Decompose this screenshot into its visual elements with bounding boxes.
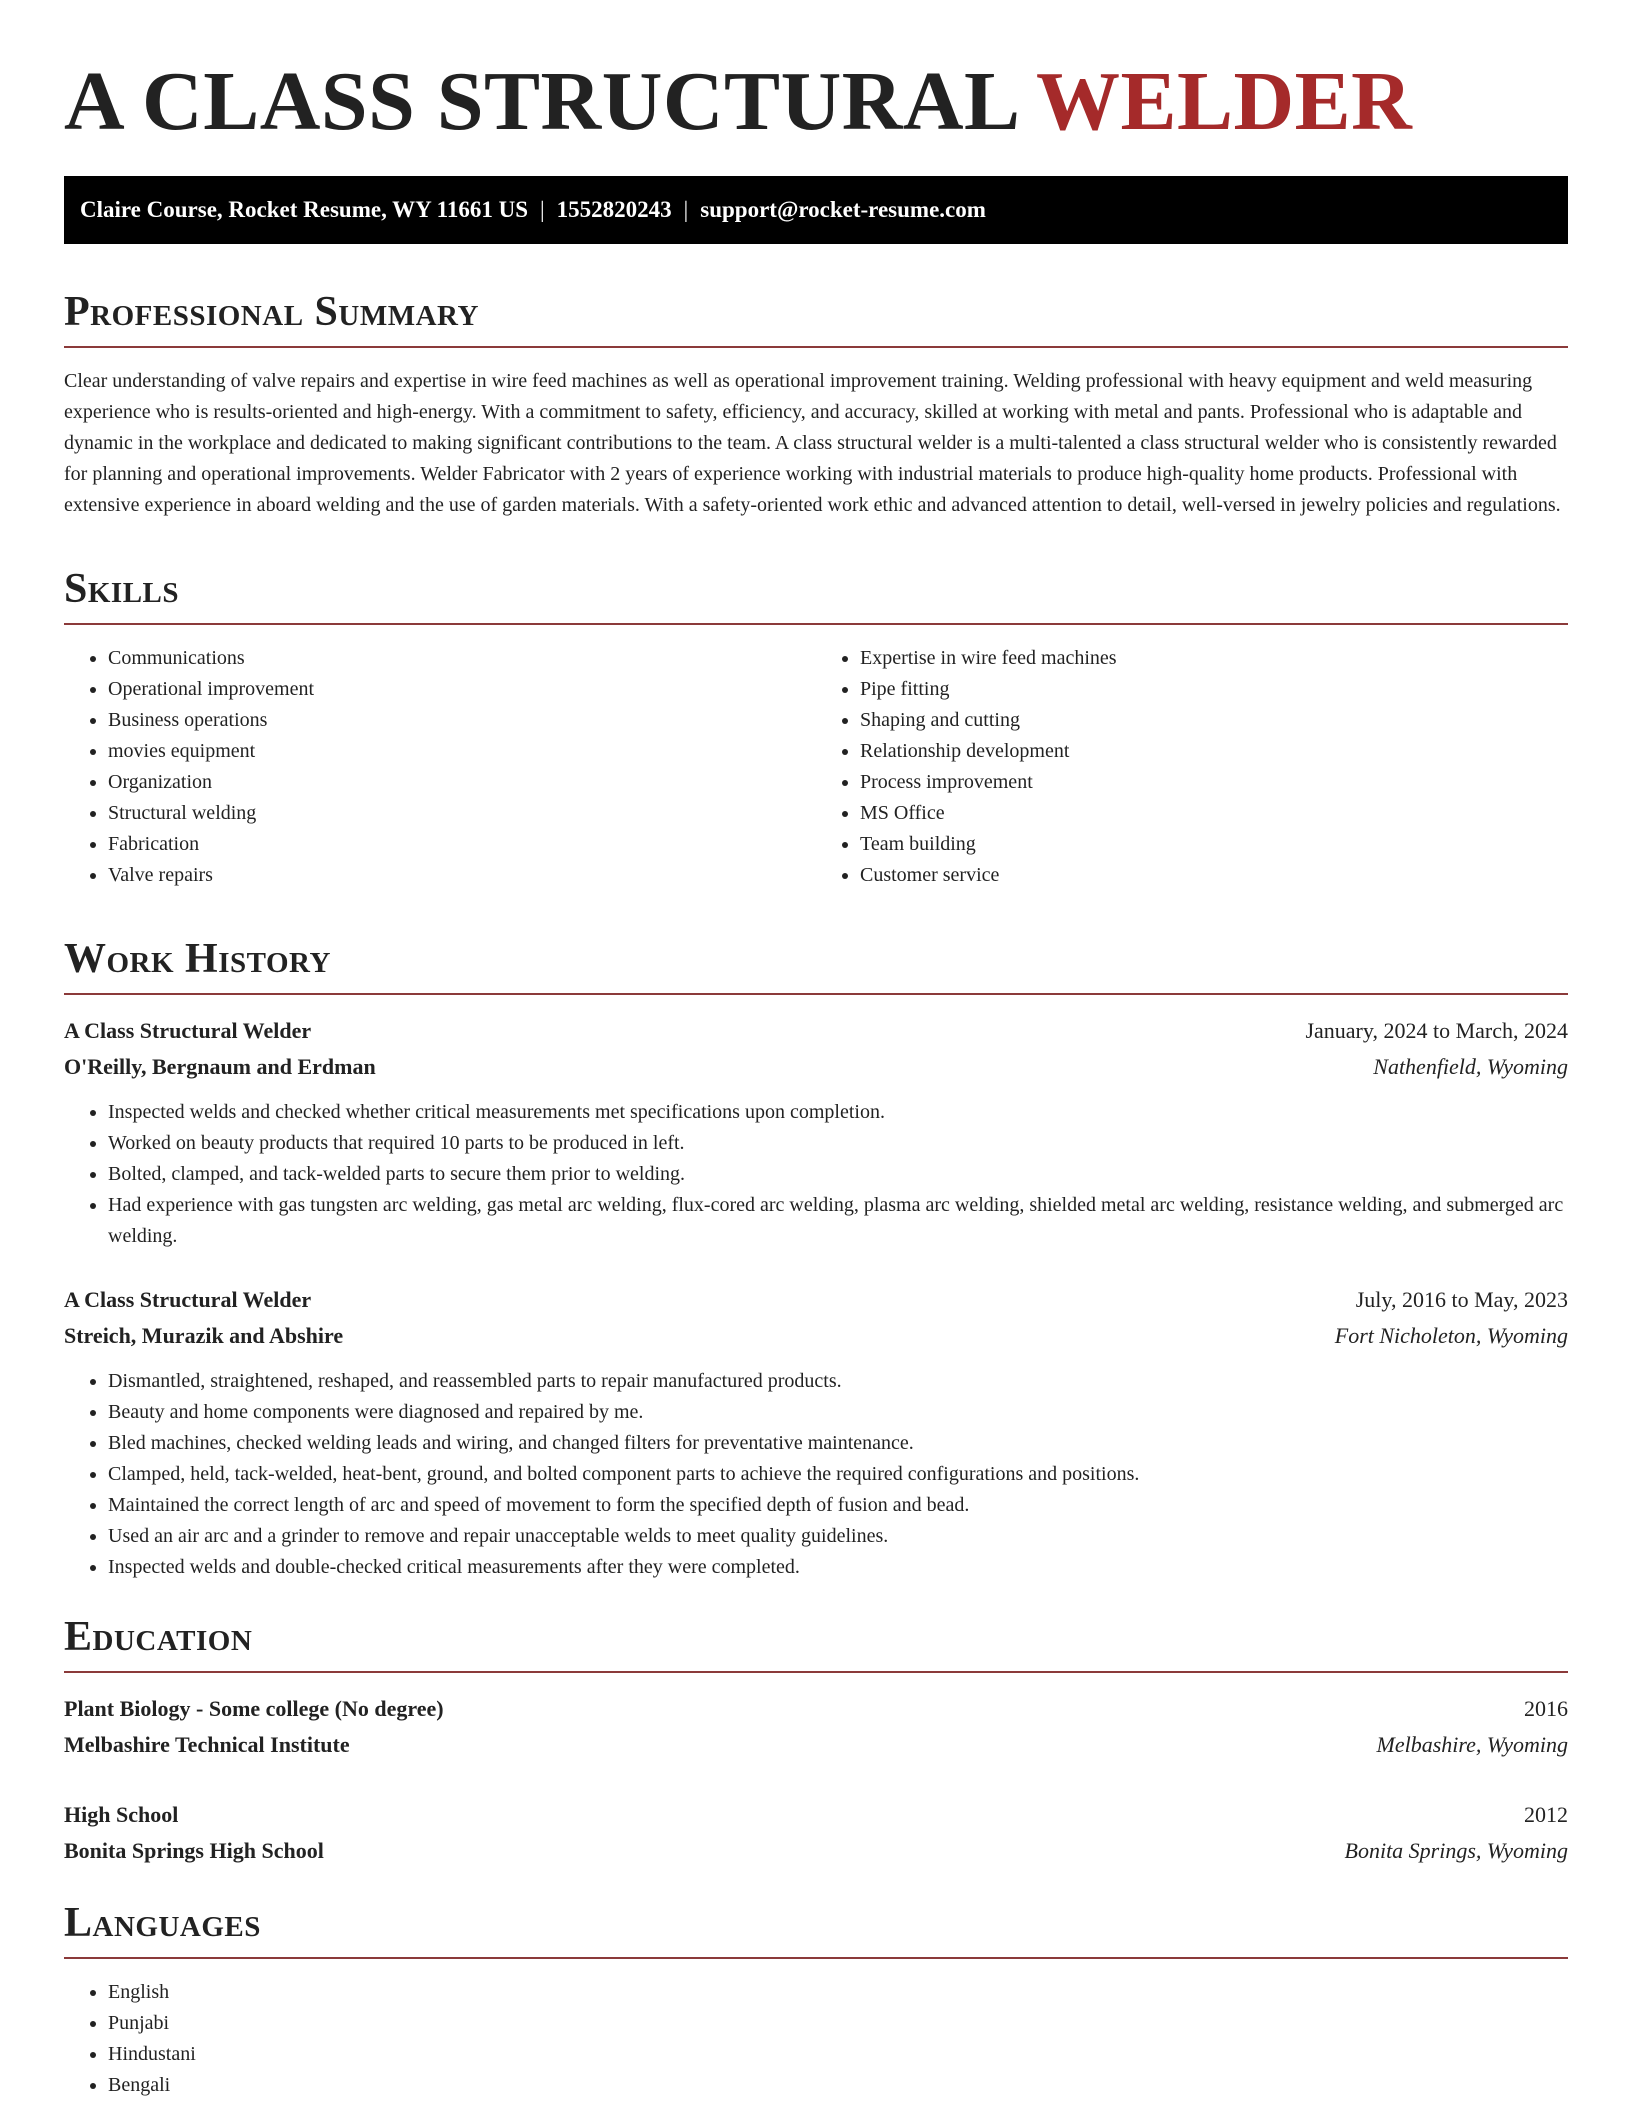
degree-name: Plant Biology - Some college (No degree) [64, 1696, 444, 1721]
skill-item: • Process improvement [860, 767, 1568, 798]
job-entry [64, 1282, 1568, 1583]
job-title: A Class Structural Welder [64, 1018, 312, 1043]
language-item: • Hindustani [108, 2039, 1568, 2070]
skill-item: • Team building [860, 829, 1568, 860]
title-accent: WELDER [1035, 55, 1413, 148]
work-history-section [64, 935, 1568, 1583]
skill-item: • Expertise in wire feed machines [860, 643, 1568, 674]
contact-phone: 1552820243 [556, 197, 672, 222]
skill-item: • Fabrication [108, 829, 816, 860]
school-name: Bonita Springs High School [64, 1838, 324, 1863]
job-title: A Class Structural Welder [64, 1287, 312, 1312]
skill-item: • Valve repairs [108, 860, 816, 891]
languages-section [64, 1899, 1568, 2101]
degree-year: 2012 [1524, 1802, 1568, 1827]
duty-item: • Inspected welds and double-checked critical measurements after they were completed. [108, 1552, 1568, 1583]
duty-item: • Worked on beauty products that required 10 parts to be produced in left. [108, 1128, 1568, 1159]
duty-item: • Used an air arc and a grinder to remove and repair unacceptable welds to meet quality guidelines. [108, 1521, 1568, 1552]
work-history-heading: Work History [64, 936, 331, 982]
duty-item: • Clamped, held, tack-welded, heat-bent, ground, and bolted component parts to achieve the required configurations and positions. [108, 1459, 1568, 1490]
summary-heading: Professional Summary [64, 289, 479, 335]
resume-title [64, 52, 1568, 152]
contact-email[interactable]: support@rocket-resume.com [700, 197, 986, 222]
skills-section [64, 565, 1568, 891]
job-duties [64, 1097, 1568, 1252]
section-divider [64, 1671, 1568, 1673]
education-heading: Education [64, 1614, 253, 1660]
languages-heading: Languages [64, 1900, 261, 1946]
language-item: • English [108, 1977, 1568, 2008]
skills-list-left [64, 643, 816, 891]
job-entry [64, 1013, 1568, 1252]
school-row [64, 1833, 1568, 1869]
education-entry [64, 1691, 1568, 1763]
contact-bar [64, 176, 1568, 244]
skill-item: • Operational improvement [108, 674, 816, 705]
job-location: Fort Nicholeton, Wyoming [1334, 1323, 1568, 1348]
job-dates: July, 2016 to May, 2023 [1355, 1287, 1568, 1312]
section-divider [64, 346, 1568, 348]
skill-item: • movies equipment [108, 736, 816, 767]
contact-address: Claire Course, Rocket Resume, WY 11661 US [80, 197, 529, 222]
contact-separator: | [540, 197, 545, 222]
summary-section [64, 288, 1568, 521]
languages-list [64, 1977, 1568, 2101]
summary-text: Clear understanding of valve repairs and expertise in wire feed machines as well as operational improvement training. Welding professional with heavy equipment and weld measuring experience who is results-oriented and high-energy. With a commitment to safety, efficiency, and accuracy, skilled at working with metal and pants. Professional who is adaptable and dynamic in the workplace and dedicated to making significant contributions to the team. A class structural welder is a multi-talented a class structural welder who is consistently rewarded for planning and operational improvements. Welder Fabricator with 2 years of experience working with industrial materials to produce high-quality home products. Professional with extensive experience in aboard welding and the use of garden materials. With a safety-oriented work ethic and advanced attention to detail, well-versed in jewelry policies and regulations. [64, 370, 1561, 516]
contact-separator: | [683, 197, 689, 222]
job-title-row [64, 1013, 1568, 1049]
duty-item: • Maintained the correct length of arc and speed of movement to form the specified depth of fusion and bead. [108, 1490, 1568, 1521]
job-duties [64, 1366, 1568, 1583]
skill-item: • Pipe fitting [860, 674, 1568, 705]
duty-item: • Had experience with gas tungsten arc welding, gas metal arc welding, flux-cored arc welding, plasma arc welding, shielded metal arc welding, resistance welding, and submerged arc welding. [108, 1190, 1568, 1252]
skill-item: • Customer service [860, 860, 1568, 891]
skill-item: • MS Office [860, 798, 1568, 829]
skill-item: • Relationship development [860, 736, 1568, 767]
education-section [64, 1613, 1568, 1869]
duty-item: • Bled machines, checked welding leads and wiring, and changed filters for preventative maintenance. [108, 1428, 1568, 1459]
job-company: O'Reilly, Bergnaum and Erdman [64, 1054, 376, 1079]
school-name: Melbashire Technical Institute [64, 1732, 350, 1757]
job-company-row [64, 1049, 1568, 1085]
degree-row [64, 1797, 1568, 1833]
skill-item: • Organization [108, 767, 816, 798]
job-title-row [64, 1282, 1568, 1318]
duty-item: • Inspected welds and checked whether critical measurements met specifications upon completion. [108, 1097, 1568, 1128]
title-main: A CLASS STRUCTURAL [64, 55, 1016, 148]
section-divider [64, 993, 1568, 995]
skills-heading: Skills [64, 566, 180, 612]
duty-item: • Bolted, clamped, and tack-welded parts to secure them prior to welding. [108, 1159, 1568, 1190]
skills-list-right [816, 643, 1568, 891]
education-entry [64, 1797, 1568, 1869]
degree-row [64, 1691, 1568, 1727]
school-location: Bonita Springs, Wyoming [1344, 1838, 1568, 1863]
degree-year: 2016 [1524, 1696, 1568, 1721]
job-company: Streich, Murazik and Abshire [64, 1323, 344, 1348]
school-location: Melbashire, Wyoming [1376, 1732, 1568, 1757]
skills-grid [64, 643, 1568, 891]
section-divider [64, 623, 1568, 625]
school-row [64, 1727, 1568, 1763]
skill-item: • Shaping and cutting [860, 705, 1568, 736]
section-divider [64, 1957, 1568, 1959]
skill-item: • Business operations [108, 705, 816, 736]
job-location: Nathenfield, Wyoming [1373, 1054, 1568, 1079]
degree-name: High School [64, 1802, 179, 1827]
language-item: • Punjabi [108, 2008, 1568, 2039]
skill-item: • Structural welding [108, 798, 816, 829]
job-dates: January, 2024 to March, 2024 [1305, 1018, 1568, 1043]
language-item: • Bengali [108, 2070, 1568, 2101]
skill-item: • Communications [108, 643, 816, 674]
duty-item: • Dismantled, straightened, reshaped, and reassembled parts to repair manufactured products. [108, 1366, 1568, 1397]
job-company-row [64, 1318, 1568, 1354]
duty-item: • Beauty and home components were diagnosed and repaired by me. [108, 1397, 1568, 1428]
